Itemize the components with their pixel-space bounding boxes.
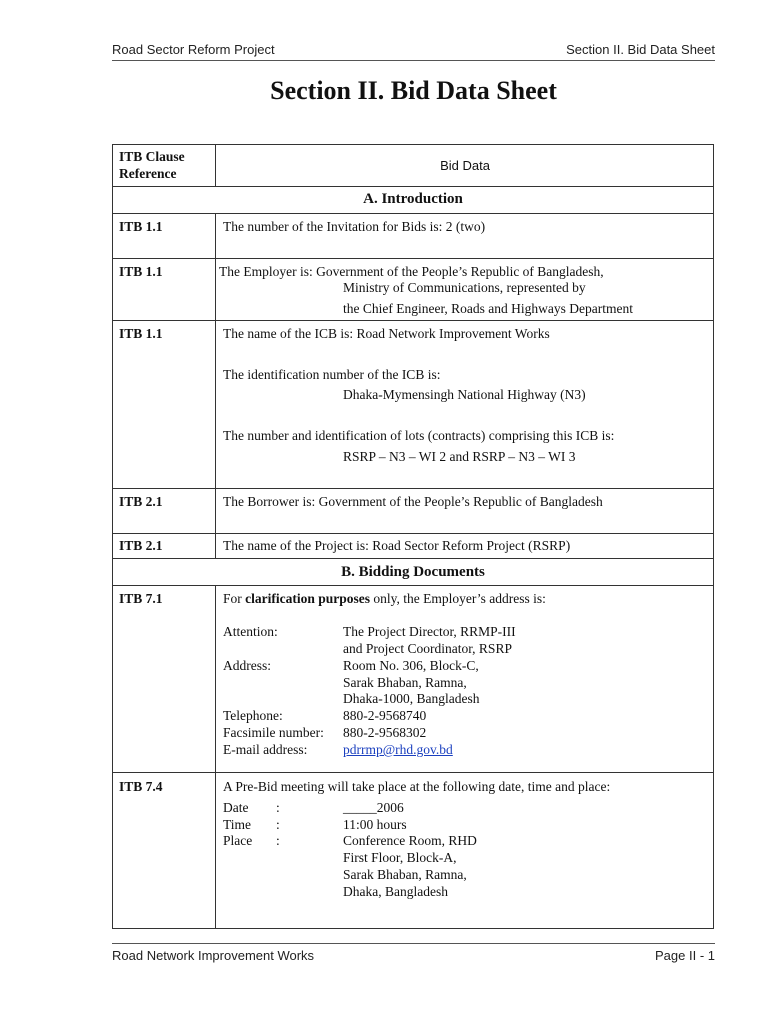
place-line1: Conference Room, RHD [343,833,477,848]
row2-line1: The Employer is: Government of the People’s Republic of Bangladesh, [219,264,604,279]
time-label: Time [223,817,252,832]
date-value: _____2006 [343,800,404,815]
row6-intro [223,590,546,607]
row1-text: The number of the Invitation for Bids is: 2 (two) [223,219,486,234]
col-sep [215,213,216,558]
place-line3: Sarak Bhaban, Ramna, [343,867,467,882]
row3-id-value: Dhaka-Mymensingh National Highway (N3) [343,387,586,402]
row-sep [112,213,714,214]
section-a-heading: A. Introduction [363,191,463,207]
row1-ref: ITB 1.1 [119,219,163,234]
footer-project: Road Network Improvement Works [112,948,315,963]
row6-intro-bold: clarification purposes [245,591,371,606]
row-sep [112,488,714,489]
row2-line3: the Chief Engineer, Roads and Highways Department [343,301,634,316]
address-line3: Dhaka-1000, Bangladesh [343,691,480,706]
col-header-ref-text: ITB Clause Reference [119,149,185,181]
header-section: Section II. Bid Data Sheet [566,42,715,57]
row3-ref: ITB 1.1 [119,326,163,341]
row6-ref: ITB 7.1 [119,591,163,606]
place-line4: Dhaka, Bangladesh [343,884,448,899]
email-link[interactable]: pdrrmp@rhd.gov.bd [343,742,453,757]
row-sep [112,585,714,586]
attention-label: Attention: [223,624,278,639]
row3-id-label: The identification number of the ICB is: [223,367,441,382]
row7-intro: A Pre-Bid meeting will take place at the following date, time and place: [223,779,611,794]
row5-ref: ITB 2.1 [119,538,163,553]
time-value: 11:00 hours [343,817,407,832]
attention-line1: The Project Director, RRMP-III [343,624,516,639]
place-line2: First Floor, Block-A, [343,850,457,865]
row3-lots-value: RSRP – N3 – WI 2 and RSRP – N3 – WI 3 [343,449,576,464]
row6-intro-pre: For [223,591,246,606]
col-header-bid-data: Bid Data [440,158,490,173]
place-colon: : [276,833,280,848]
page-header [112,42,715,60]
date-colon: : [276,800,280,815]
date-label: Date [223,800,249,815]
email-label: E-mail address: [223,742,308,757]
row2-line2: Ministry of Communications, represented by [343,280,586,295]
row4-text: The Borrower is: Government of the People’s Republic of Bangladesh [223,494,603,509]
row-sep [112,186,714,187]
fax-label: Facsimile number: [223,725,324,740]
header-project: Road Sector Reform Project [112,42,275,57]
row6-intro-post: only, the Employer’s address is: [370,591,546,606]
fax-value: 880-2-9568302 [343,725,427,740]
row3-lots-label: The number and identification of lots (contracts) comprising this ICB is: [223,428,615,443]
footer-rule [112,943,715,944]
address-label: Address: [223,658,271,673]
footer-page-number: Page II - 1 [655,948,715,963]
row-sep [112,320,714,321]
time-colon: : [276,817,280,832]
row-sep [112,772,714,773]
address-line2: Sarak Bhaban, Ramna, [343,675,467,690]
col-sep [215,585,216,929]
address-line1: Room No. 306, Block-C, [343,658,479,673]
email-value[interactable] [343,741,453,758]
col-header-ref [119,148,209,182]
telephone-label: Telephone: [223,708,283,723]
row-sep [112,558,714,559]
header-rule [112,60,715,61]
page-footer [112,948,715,966]
page-title: Section II. Bid Data Sheet [270,76,557,105]
telephone-value: 880-2-9568740 [343,708,427,723]
row2-ref: ITB 1.1 [119,264,163,279]
row7-ref: ITB 7.4 [119,779,163,794]
row-sep [112,533,714,534]
section-b-heading: B. Bidding Documents [341,564,485,580]
row5-text: The name of the Project is: Road Sector Reform Project (RSRP) [223,538,571,553]
attention-line2: and Project Coordinator, RSRP [343,641,512,656]
row3-name: The name of the ICB is: Road Network Improvement Works [223,326,550,341]
row4-ref: ITB 2.1 [119,494,163,509]
place-label: Place [223,833,253,848]
row-sep [112,258,714,259]
